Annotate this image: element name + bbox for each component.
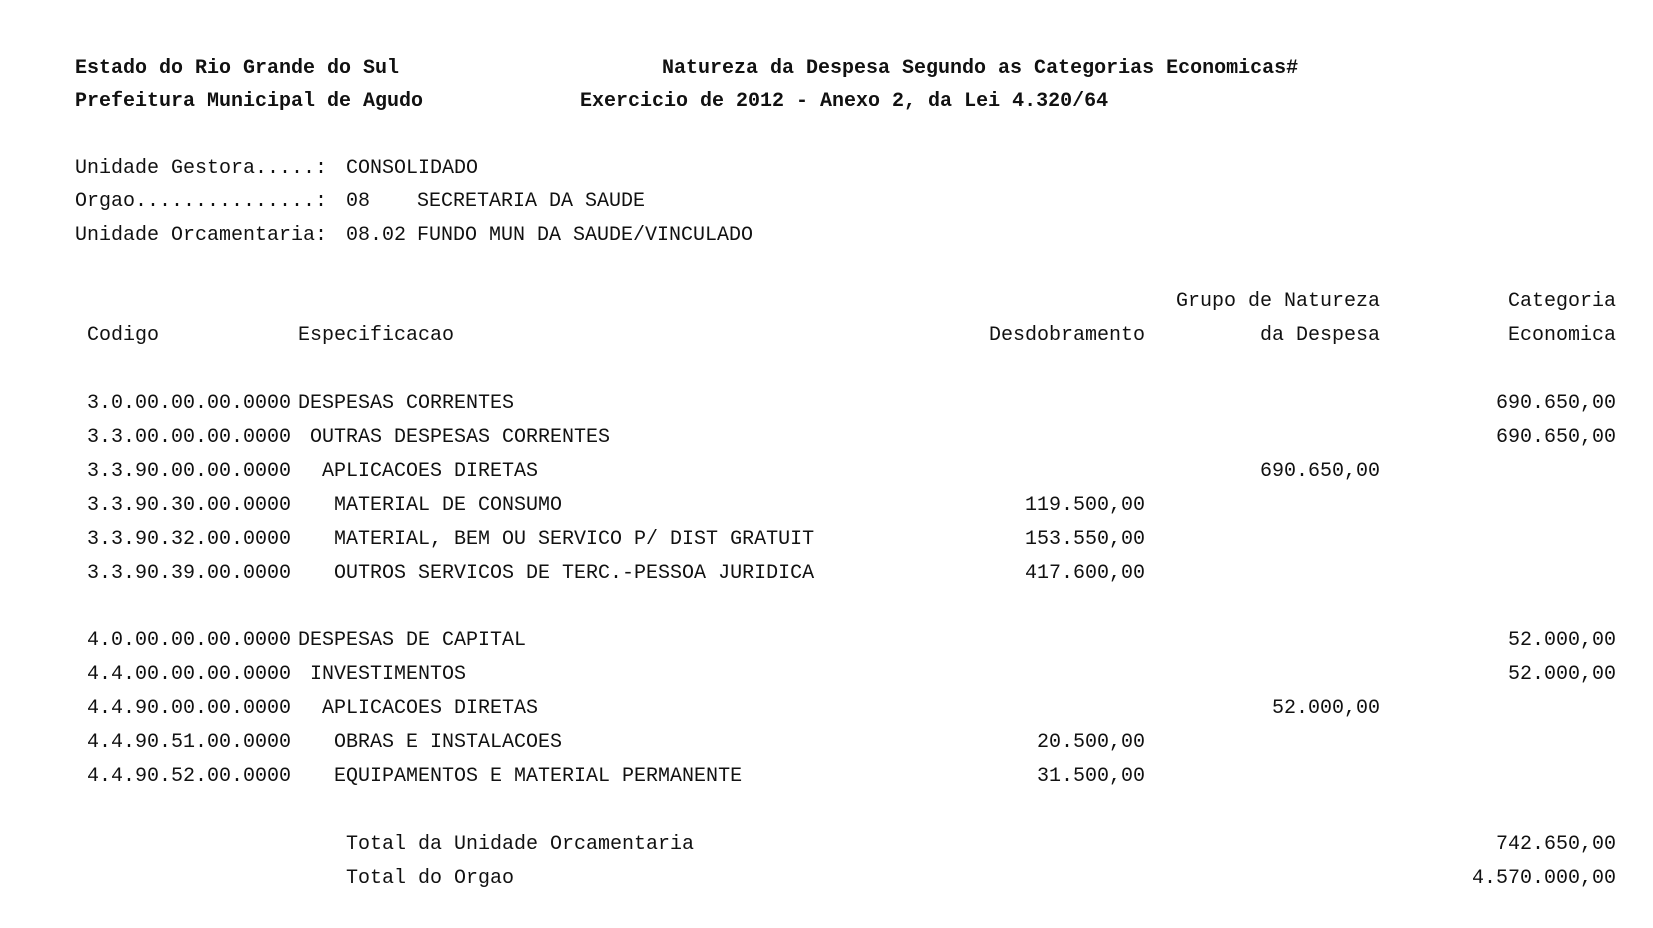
- row-desc: DESPESAS CORRENTES: [298, 392, 515, 415]
- row-desc: MATERIAL DE CONSUMO: [334, 494, 563, 517]
- row-desc: APLICACOES DIRETAS: [322, 460, 539, 483]
- row-desc: OUTRAS DESPESAS CORRENTES: [310, 426, 611, 449]
- row-categoria: 52.000,00: [1507, 663, 1616, 686]
- header-codigo: Codigo: [87, 324, 160, 347]
- row-code: 4.0.00.00.00.0000: [87, 629, 292, 652]
- row-categoria: 690.650,00: [1495, 392, 1616, 415]
- row-desc: DESPESAS DE CAPITAL: [298, 629, 527, 652]
- orgao-label: Orgao...............:: [75, 190, 328, 213]
- orgao-name: SECRETARIA DA SAUDE: [417, 190, 646, 213]
- row-code: 3.3.90.00.00.0000: [87, 460, 292, 483]
- unidade-orcamentaria-code: 08.02: [346, 224, 407, 247]
- row-categoria: 52.000,00: [1507, 629, 1616, 652]
- row-code: 4.4.90.51.00.0000: [87, 731, 292, 754]
- report-title: Natureza da Despesa Segundo as Categorias Economicas#: [662, 57, 1299, 80]
- row-desc: OUTROS SERVICOS DE TERC.-PESSOA JURIDICA: [334, 562, 815, 585]
- row-desc: MATERIAL, BEM OU SERVICO P/ DIST GRATUIT: [334, 528, 815, 551]
- row-categoria: 690.650,00: [1495, 426, 1616, 449]
- report-subtitle: Exercicio de 2012 - Anexo 2, da Lei 4.320/64: [580, 90, 1109, 113]
- row-desdobramento: 31.500,00: [1036, 765, 1145, 788]
- row-desc: APLICACOES DIRETAS: [322, 697, 539, 720]
- row-desdobramento: 153.550,00: [1024, 528, 1145, 551]
- row-code: 3.0.00.00.00.0000: [87, 392, 292, 415]
- total-unidade-value: 742.650,00: [1495, 833, 1616, 856]
- row-code: 3.3.00.00.00.0000: [87, 426, 292, 449]
- row-code: 3.3.90.39.00.0000: [87, 562, 292, 585]
- row-code: 3.3.90.32.00.0000: [87, 528, 292, 551]
- total-orgao-label: Total do Orgao: [346, 867, 515, 890]
- header-especificacao: Especificacao: [298, 324, 455, 347]
- unidade-gestora-label: Unidade Gestora.....:: [75, 157, 328, 180]
- row-desc: EQUIPAMENTOS E MATERIAL PERMANENTE: [334, 765, 743, 788]
- row-code: 4.4.90.00.00.0000: [87, 697, 292, 720]
- row-desdobramento: 417.600,00: [1024, 562, 1145, 585]
- header-grupo-line2: da Despesa: [1259, 324, 1380, 347]
- row-desc: OBRAS E INSTALACOES: [334, 731, 563, 754]
- total-unidade-label: Total da Unidade Orcamentaria: [346, 833, 695, 856]
- state-name: Estado do Rio Grande do Sul: [75, 57, 400, 80]
- row-desdobramento: 119.500,00: [1024, 494, 1145, 517]
- row-code: 4.4.90.52.00.0000: [87, 765, 292, 788]
- unidade-gestora-value: CONSOLIDADO: [346, 157, 479, 180]
- header-grupo-line1: Grupo de Natureza: [1175, 290, 1380, 313]
- header-categoria-line2: Economica: [1507, 324, 1616, 347]
- unidade-orcamentaria-name: FUNDO MUN DA SAUDE/VINCULADO: [417, 224, 754, 247]
- row-code: 3.3.90.30.00.0000: [87, 494, 292, 517]
- header-categoria-line1: Categoria: [1507, 290, 1616, 313]
- row-desc: INVESTIMENTOS: [310, 663, 467, 686]
- header-desdobramento: Desdobramento: [988, 324, 1145, 347]
- orgao-code: 08: [346, 190, 371, 213]
- unidade-orcamentaria-label: Unidade Orcamentaria:: [75, 224, 328, 247]
- total-orgao-value: 4.570.000,00: [1471, 867, 1616, 890]
- row-desdobramento: 20.500,00: [1036, 731, 1145, 754]
- row-grupo: 690.650,00: [1259, 460, 1380, 483]
- row-grupo: 52.000,00: [1271, 697, 1380, 720]
- municipality-name: Prefeitura Municipal de Agudo: [75, 90, 424, 113]
- row-code: 4.4.00.00.00.0000: [87, 663, 292, 686]
